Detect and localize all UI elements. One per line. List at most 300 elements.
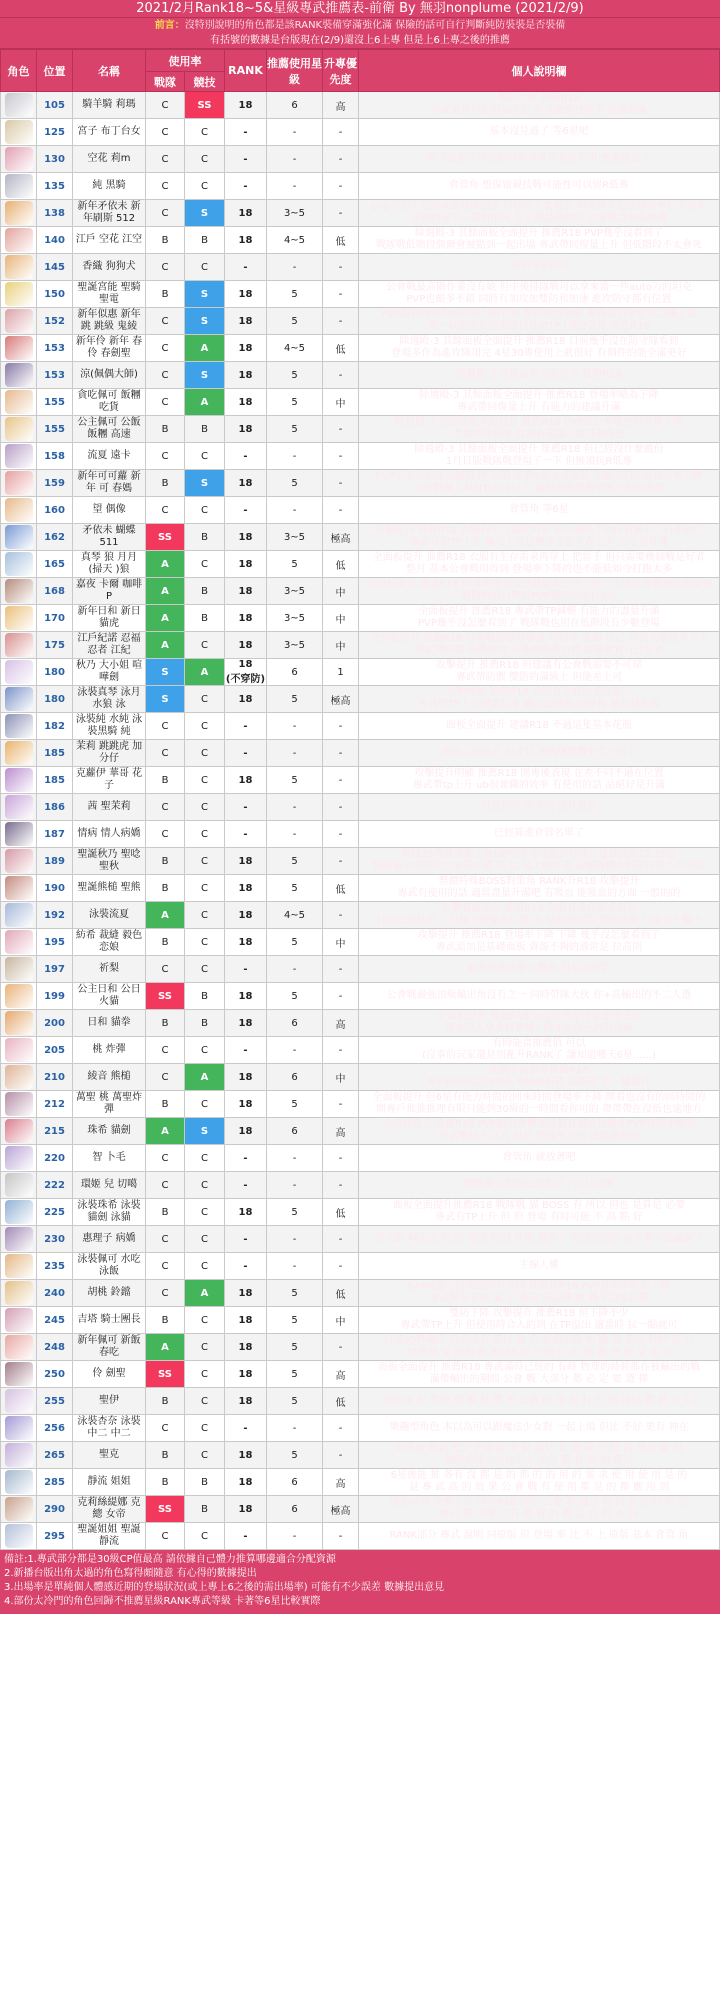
rank-value: 18 xyxy=(225,902,267,929)
rank-value: 18 xyxy=(225,1442,267,1469)
character-portrait xyxy=(1,308,37,335)
position-value: 190 xyxy=(37,875,73,902)
rank-value: 18 xyxy=(225,335,267,362)
note-text: PVP主要是當隊伍輔助 被 見的 星級5星 5 但5星 等屬出的話推登場率下降 公會戰輔人AUTO刀可以上 滿場看跟推薦帶低不錯的表現 xyxy=(359,470,720,497)
usage-arena-grade: C xyxy=(185,794,225,821)
character-portrait xyxy=(1,1469,37,1496)
usage-arena-grade: C xyxy=(185,443,225,470)
table-row xyxy=(1,308,720,335)
position-value: 145 xyxy=(37,254,73,281)
character-name: 涼(佩偶大師) xyxy=(73,362,146,389)
character-name: 泳裝佩可 水吃 泳飯 xyxy=(73,1253,146,1280)
star-value: 5 xyxy=(267,1199,323,1226)
table-row xyxy=(1,848,720,875)
rank-value: 18 xyxy=(225,281,267,308)
usage-arena-grade: A xyxy=(185,1064,225,1091)
rank-value: 18 xyxy=(225,308,267,335)
star-value: 6 xyxy=(267,1064,323,1091)
star-value: - xyxy=(267,713,323,740)
character-portrait xyxy=(1,1064,37,1091)
position-value: 199 xyxy=(37,983,73,1010)
rank-value: 18 xyxy=(225,929,267,956)
position-value: 250 xyxy=(37,1361,73,1388)
note-text: 除週殿-3 其餘面板全面提升 推薦R18 PVP幾乎沒看到了 戰隊戰低階段偶爾會被點到一起出場 專武帶回復量上升 但低階段不太會死 xyxy=(359,227,720,254)
character-portrait xyxy=(1,443,37,470)
ue-priority: - xyxy=(323,902,359,929)
character-portrait xyxy=(1,1415,37,1442)
avatar xyxy=(5,1497,33,1521)
ue-priority: 高 xyxy=(323,1469,359,1496)
avatar xyxy=(5,633,33,657)
character-name: 聖誕宮能 聖騎 聖電 xyxy=(73,281,146,308)
star-value: - xyxy=(267,119,323,146)
ue-priority: 1 xyxy=(323,659,359,686)
usage-battle-grade: C xyxy=(146,1145,185,1172)
position-value: 295 xyxy=(37,1523,73,1550)
position-value: 170 xyxy=(37,605,73,632)
ue-priority: - xyxy=(323,1415,359,1442)
table-row xyxy=(1,173,720,200)
ue-priority: - xyxy=(323,956,359,983)
position-value: 197 xyxy=(37,956,73,983)
rank-value: - xyxy=(225,1415,267,1442)
avatar xyxy=(5,1200,33,1224)
star-value: 6 xyxy=(267,1496,323,1523)
usage-arena-grade: S xyxy=(185,362,225,389)
header-usage-arena: 競技 xyxy=(185,72,225,92)
star-value: 5 xyxy=(267,1334,323,1361)
usage-arena-grade: C xyxy=(185,1523,225,1550)
rank-value: - xyxy=(225,794,267,821)
avatar xyxy=(5,1308,33,1332)
usage-battle-grade: C xyxy=(146,740,185,767)
recommendation-table xyxy=(0,49,720,1550)
avatar xyxy=(5,876,33,900)
header-name: 名稱 xyxy=(73,50,146,92)
usage-arena-grade: A xyxy=(185,1280,225,1307)
position-value: 182 xyxy=(37,713,73,740)
ue-priority: - xyxy=(323,146,359,173)
rank-value: 18 xyxy=(225,1010,267,1037)
star-value: - xyxy=(267,821,323,848)
star-value: - xyxy=(267,173,323,200)
usage-arena-grade: C xyxy=(185,173,225,200)
note-text: 公會戰最高階作業沒有她 但中後排隊戰可以拿來當一些auto刀的坦克 PVP也頗多不錯 同時有加攻加雙防和加速 進攻防守都有位置 xyxy=(359,281,720,308)
ue-priority: 低 xyxy=(323,875,359,902)
character-name: 新年佩可 新飯 春吃 xyxy=(73,1334,146,1361)
character-name: 綾音 熊槌 xyxy=(73,1064,146,1091)
table-row xyxy=(1,1307,720,1334)
position-value: 159 xyxy=(37,470,73,497)
usage-battle-grade: B xyxy=(146,1469,185,1496)
usage-battle-grade: A xyxy=(146,605,185,632)
star-value: 5 xyxy=(267,1442,323,1469)
position-value: 130 xyxy=(37,146,73,173)
avatar xyxy=(5,930,33,954)
preface-line-2: 有括號的數據是台版現在(2/9)還沒上6上專 但是上6上專之後的推薦 xyxy=(0,33,720,49)
rank-value: 18 xyxy=(225,983,267,1010)
position-value: 105 xyxy=(37,92,73,119)
avatar xyxy=(5,1443,33,1467)
avatar xyxy=(5,1011,33,1035)
star-value: - xyxy=(267,1037,323,1064)
ue-priority: - xyxy=(323,740,359,767)
table-row xyxy=(1,1253,720,1280)
usage-arena-grade: C xyxy=(185,1199,225,1226)
rank-value: 18 xyxy=(225,1469,267,1496)
avatar xyxy=(5,174,33,198)
preface-line-1: 沒特別說明的角色都是該RANK裝備穿滿強化滿 保險的話可自行判斷純防裝裝是否裝備 xyxy=(184,20,566,31)
position-value: 205 xyxy=(37,1037,73,1064)
character-portrait xyxy=(1,1361,37,1388)
character-portrait xyxy=(1,119,37,146)
position-value: 245 xyxy=(37,1307,73,1334)
character-name: 貪吃佩可 飯糰 吃貨 xyxy=(73,389,146,416)
character-portrait xyxy=(1,1226,37,1253)
character-name: 聖伊 xyxy=(73,1388,146,1415)
usage-battle-grade: SS xyxy=(146,1361,185,1388)
usage-arena-grade: C xyxy=(185,929,225,956)
avatar xyxy=(5,525,33,549)
usage-battle-grade: C xyxy=(146,1226,185,1253)
character-portrait xyxy=(1,416,37,443)
ue-priority: 中 xyxy=(323,389,359,416)
character-name: 新年伶 新年 春伶 春劍聖 xyxy=(73,335,146,362)
character-portrait xyxy=(1,1091,37,1118)
usage-arena-grade: S xyxy=(185,281,225,308)
usage-arena-grade: C xyxy=(185,1334,225,1361)
rank-value: 18 xyxy=(225,470,267,497)
rank-value: 18 xyxy=(225,1334,267,1361)
usage-arena-grade: B xyxy=(185,1469,225,1496)
note-text: 全面板提升 推薦R18 pvp依然是重要進攻手段 基本沒入拿來打會嗎? 除非你角色真的很缺 xyxy=(359,1010,720,1037)
character-portrait xyxy=(1,713,37,740)
usage-arena-grade: A xyxy=(185,335,225,362)
usage-battle-grade: SS xyxy=(146,1496,185,1523)
star-value: 4~5 xyxy=(267,227,323,254)
ue-priority: - xyxy=(323,713,359,740)
star-value: 4~5 xyxy=(267,335,323,362)
header-role: 角色 xyxy=(1,50,37,92)
footer-notes xyxy=(0,1550,720,1614)
header-usage-battle: 戰隊 xyxy=(146,72,185,92)
rank-value: 18 xyxy=(225,92,267,119)
rank-value: 18 xyxy=(225,875,267,902)
character-name: 惠理子 病嬌 xyxy=(73,1226,146,1253)
table-row xyxy=(1,1496,720,1523)
usage-battle-grade: B xyxy=(146,470,185,497)
usage-arena-grade: C xyxy=(185,1145,225,1172)
position-value: 225 xyxy=(37,1199,73,1226)
ue-priority: 極高 xyxy=(323,686,359,713)
usage-arena-grade: C xyxy=(185,848,225,875)
ue-priority: - xyxy=(323,1037,359,1064)
table-row xyxy=(1,983,720,1010)
avatar xyxy=(5,795,33,819)
avatar xyxy=(5,1146,33,1170)
position-value: 138 xyxy=(37,200,73,227)
position-value: 168 xyxy=(37,578,73,605)
usage-battle-grade: B xyxy=(146,848,185,875)
star-value: 6 xyxy=(267,659,323,686)
rank-value: 18 xyxy=(225,686,267,713)
character-name: 紡希 裁縫 毅色 恋娘 xyxy=(73,929,146,956)
usage-arena-grade: B xyxy=(185,983,225,1010)
star-value: 3~5 xyxy=(267,524,323,551)
note-text: 主線人權 xyxy=(359,1253,720,1280)
position-value: 152 xyxy=(37,308,73,335)
star-value: 4~5 xyxy=(267,902,323,929)
usage-arena-grade: C xyxy=(185,1091,225,1118)
character-name: 純 黑騎 xyxy=(73,173,146,200)
rank-value: 18 xyxy=(225,848,267,875)
character-name: 泳裝珠希 泳裝 貓劍 泳貓 xyxy=(73,1199,146,1226)
note-text: 面板全面提升 推薦R18 專武滿時已經的 有時 物理的時候都在被輸出的戰 滿帶輸出的期間 公會 戰 大部分 都 必 定 要 選 擇 xyxy=(359,1361,720,1388)
table-row xyxy=(1,1388,720,1415)
character-name: 公主佩可 公飯 飯糰 高速 xyxy=(73,416,146,443)
avatar xyxy=(5,363,33,387)
usage-arena-grade: C xyxy=(185,1037,225,1064)
note-text: 被新年 但 單純 聖 獸 是 單 多 公會 的 也 是 打 打 到 可以 都 就 可 以 xyxy=(359,1388,720,1415)
usage-arena-grade: S xyxy=(185,1118,225,1145)
character-portrait xyxy=(1,767,37,794)
avatar xyxy=(5,714,33,738)
avatar xyxy=(5,606,33,630)
character-name: 茜 聖茉莉 xyxy=(73,794,146,821)
position-value: 135 xyxy=(37,173,73,200)
usage-battle-grade: C xyxy=(146,119,185,146)
table-row xyxy=(1,821,720,848)
rank-value: 18 xyxy=(225,227,267,254)
usage-arena-grade: A xyxy=(185,659,225,686)
character-name: 胡桃 鈴鐺 xyxy=(73,1280,146,1307)
position-value: 162 xyxy=(37,524,73,551)
star-value: 5 xyxy=(267,1361,323,1388)
avatar xyxy=(5,282,33,306)
table-row xyxy=(1,767,720,794)
character-portrait xyxy=(1,1442,37,1469)
usage-battle-grade: SS xyxy=(146,524,185,551)
avatar xyxy=(5,471,33,495)
avatar xyxy=(5,1281,33,1305)
preface-note xyxy=(0,18,720,33)
usage-arena-grade: C xyxy=(185,632,225,659)
ue-priority: - xyxy=(323,497,359,524)
character-name: 江戶 空花 江空 xyxy=(73,227,146,254)
usage-battle-grade: B xyxy=(146,767,185,794)
header-star: 推薦使用星級 xyxy=(267,50,323,92)
ue-priority: 低 xyxy=(323,335,359,362)
rank-value: - xyxy=(225,146,267,173)
note-text: pvp方面主要組成進攻隊居多 打技能主要傷害 但該穿不是該登場率拉不起來 星級的部分一樣看情況 反正都是過秒的 公會戰沒登場機會 xyxy=(359,200,720,227)
position-value: 160 xyxy=(37,497,73,524)
table-row xyxy=(1,254,720,281)
usage-battle-grade: B xyxy=(146,1388,185,1415)
character-portrait xyxy=(1,929,37,956)
character-name: 吉塔 騎士團長 xyxy=(73,1307,146,1334)
avatar xyxy=(5,390,33,414)
position-value: 153 xyxy=(37,362,73,389)
ue-priority: 高 xyxy=(323,1118,359,1145)
usage-battle-grade: A xyxy=(146,632,185,659)
usage-arena-grade: C xyxy=(185,551,225,578)
table-row xyxy=(1,1091,720,1118)
ue-priority: - xyxy=(323,848,359,875)
ue-priority: - xyxy=(323,794,359,821)
star-value: 3~5 xyxy=(267,578,323,605)
position-value: 189 xyxy=(37,848,73,875)
position-value: 215 xyxy=(37,1118,73,1145)
ue-priority: 高 xyxy=(323,1361,359,1388)
table-row xyxy=(1,200,720,227)
note-text: PVP場對物理角的防禦力很有用 類似性也和狼 滿戰都是常常可以擺上場 唯一缺點就是開場技只是讀TP上限2當作 推薦R18 xyxy=(359,308,720,335)
character-portrait xyxy=(1,497,37,524)
note-text: 價錢25格盛前數之後UB倍率可以達到目前公建最高的12.15倍 物防輸出高的的目前很不錯 以 以 最大的不多 需要戰機在低階段也不好登場 xyxy=(359,848,720,875)
position-value: 165 xyxy=(37,551,73,578)
character-name: 真琴 狼 月月 (掃天 )狼 xyxy=(73,551,146,578)
rank-value: - xyxy=(225,443,267,470)
character-portrait xyxy=(1,794,37,821)
character-portrait xyxy=(1,902,37,929)
star-value: 5 xyxy=(267,767,323,794)
avatar xyxy=(5,1362,33,1386)
character-name: 泳裝純 水純 泳裝黑騎 純 xyxy=(73,713,146,740)
ue-priority: 極高 xyxy=(323,1496,359,1523)
character-name: 空花 莉m xyxy=(73,146,146,173)
usage-battle-grade: C xyxy=(146,146,185,173)
usage-battle-grade: B xyxy=(146,227,185,254)
character-portrait xyxy=(1,281,37,308)
usage-battle-grade: C xyxy=(146,254,185,281)
usage-battle-grade: C xyxy=(146,1064,185,1091)
character-portrait xyxy=(1,1253,37,1280)
usage-battle-grade: C xyxy=(146,443,185,470)
character-name: 宮子 布丁台女 xyxy=(73,119,146,146)
ue-priority: - xyxy=(323,362,359,389)
note-text: 攻擊提升明顯 推薦R18 開專後表現 在差不同不過在位置 專武帶tp上升 ub很兼職的效率 有使用的話 品絕好是升滿 xyxy=(359,767,720,794)
character-name: 新年日和 新日 貓虎 xyxy=(73,605,146,632)
usage-arena-grade: B xyxy=(185,1010,225,1037)
position-value: 180 xyxy=(37,686,73,713)
character-name: 新年似惠 新年跳 跳級 鬼綾 xyxy=(73,308,146,335)
usage-arena-grade: C xyxy=(185,1415,225,1442)
table-row xyxy=(1,794,720,821)
note-text: 倉管角 等6星 xyxy=(359,497,720,524)
avatar xyxy=(5,1524,33,1548)
character-name: 新年矛依未 新年刷斯 512 xyxy=(73,200,146,227)
avatar xyxy=(5,903,33,927)
ue-priority: - xyxy=(323,1226,359,1253)
star-value: 3~5 xyxy=(267,605,323,632)
character-portrait xyxy=(1,1307,37,1334)
avatar xyxy=(5,120,33,144)
table-row xyxy=(1,146,720,173)
note-text: 新手沒新年可能的時候拿來頂著用的用 然後就沒了 xyxy=(359,146,720,173)
table-row xyxy=(1,1226,720,1253)
usage-battle-grade: C xyxy=(146,200,185,227)
usage-battle-grade: A xyxy=(146,551,185,578)
table-row xyxy=(1,1064,720,1091)
usage-arena-grade: C xyxy=(185,821,225,848)
usage-arena-grade: S xyxy=(185,308,225,335)
star-value: 6 xyxy=(267,1010,323,1037)
usage-arena-grade: C xyxy=(185,740,225,767)
rank-value: - xyxy=(225,821,267,848)
ue-priority: - xyxy=(323,1523,359,1550)
position-value: 256 xyxy=(37,1415,73,1442)
footer-line-4: 4.部份太冷門的角色回歸不推薦星級RANK專武等級 卡著等6星比較實際 xyxy=(4,1596,321,1607)
usage-battle-grade: A xyxy=(146,578,185,605)
table-row xyxy=(1,1172,720,1199)
table-row xyxy=(1,497,720,524)
note-text: 攻擊提升 推薦R18 衣服有生存需求再穿 第一輸出手的位置被公主日和取代 專武自帶TP上升 輸出上升也幾乎等於生存上升 必定要升滿 xyxy=(359,524,720,551)
star-value: - xyxy=(267,794,323,821)
position-value: 186 xyxy=(37,794,73,821)
avatar xyxy=(5,201,33,225)
character-portrait xyxy=(1,1280,37,1307)
header-position: 位置 xyxy=(37,50,73,92)
table-row xyxy=(1,1145,720,1172)
position-value: 125 xyxy=(37,119,73,146)
usage-battle-grade: C xyxy=(146,335,185,362)
note-text: RANK部分同前面的坦克們 推薦升R18 PVP登場率略為下降 專武幫多多也 滿 了 推升 但沒滿 就 幾乎沒效影響 xyxy=(359,1280,720,1307)
usage-battle-grade: B xyxy=(146,1307,185,1334)
usage-arena-grade: C xyxy=(185,1253,225,1280)
note-text: 面板全面提升 建議R18 不過這隻基本花瓶 xyxy=(359,713,720,740)
character-portrait xyxy=(1,1037,37,1064)
character-name: 茉莉 跳跳虎 加分仔 xyxy=(73,740,146,767)
note-text: 除週殿-3 其餘面板全面提升 推薦R18 登場率略為下降 專武帶回復量上升 有能力的建議升滿 xyxy=(359,389,720,416)
note-text: RANK部分 專武 說明 同原版 但 登場 率 比 不 上 原版 基本 倉管 角 xyxy=(359,1523,720,1550)
note-text: 全面板提升 推薦R18 專武帶TP減輕 有能力的盡量升滿 PVP幾乎沒怎麼看到了 戰隊戰也用在低階段有少數登場 xyxy=(359,605,720,632)
table-row xyxy=(1,929,720,956)
rank-value: 18 xyxy=(225,200,267,227)
avatar xyxy=(5,741,33,765)
character-portrait xyxy=(1,1388,37,1415)
character-name: 桃 炸彈 xyxy=(73,1037,146,1064)
usage-arena-grade: S xyxy=(185,470,225,497)
usage-battle-grade: C xyxy=(146,389,185,416)
character-name: 嘉夜 卡爾 咖啡P xyxy=(73,578,146,605)
character-name: 望 偶像 xyxy=(73,497,146,524)
position-value: 150 xyxy=(37,281,73,308)
usage-battle-grade: B xyxy=(146,1010,185,1037)
usage-arena-grade: C xyxy=(185,767,225,794)
rank-value: 18 xyxy=(225,1091,267,1118)
table-row xyxy=(1,578,720,605)
usage-battle-grade: C xyxy=(146,308,185,335)
avatar xyxy=(5,768,33,792)
ue-priority: 中 xyxy=(323,1064,359,1091)
character-portrait xyxy=(1,1118,37,1145)
note-text: 攻擊明顯提升 推薦R18 衣服有生存需求再穿 目前已經打到 三日極主的輸出位置 而 是較高而等 倍的高級 只能在少數中 xyxy=(359,902,720,929)
ue-priority: - xyxy=(323,119,359,146)
avatar xyxy=(5,336,33,360)
usage-arena-grade: C xyxy=(185,956,225,983)
character-portrait xyxy=(1,632,37,659)
table-row xyxy=(1,1523,720,1550)
character-portrait xyxy=(1,1010,37,1037)
rank-value: 18 xyxy=(225,551,267,578)
rank-value: - xyxy=(225,173,267,200)
usage-battle-grade: C xyxy=(146,1415,185,1442)
footer-line-1: 備註:1.專武部分都是30級CP值最高 請依據自己體力推算哪邊適合分配資源 xyxy=(4,1554,336,1565)
ue-priority: 中 xyxy=(323,632,359,659)
usage-arena-grade: C xyxy=(185,497,225,524)
note-text: 全面板提升 推薦R18 公會戰開始登場量 時間等 推薦 自己 目前大家都差不多 專武帶回復 推薦使用 其推薦推薦自然 需要實實自己要求 xyxy=(359,632,720,659)
table-row xyxy=(1,227,720,254)
rank-value: 18 xyxy=(225,1388,267,1415)
